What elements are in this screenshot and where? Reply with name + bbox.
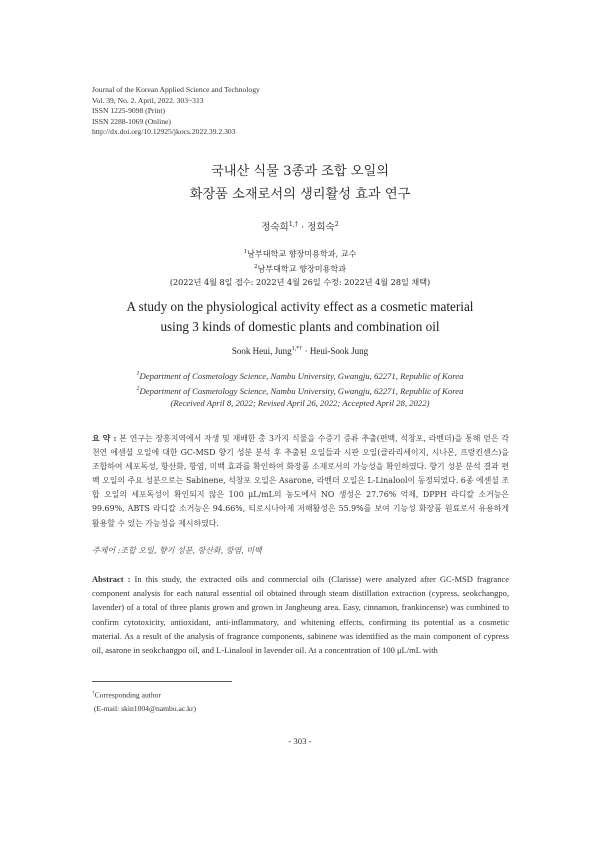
korean-title-line1: 국내산 식물 3종과 조합 오일의 <box>210 164 390 179</box>
korean-author1-sup: 1,† <box>288 219 299 228</box>
english-title-line2: using 3 kinds of domestic plants and combination oil <box>160 318 440 334</box>
issn-print: ISSN 1225-9098 (Print) <box>92 106 165 115</box>
english-abstract-label: Abstract : <box>92 574 131 584</box>
english-aff1-sup: 1 <box>136 371 140 377</box>
english-author2: Heui-Sook Jung <box>309 346 369 356</box>
english-title <box>0 297 600 336</box>
english-author1-sup: 1,*† <box>291 346 303 352</box>
english-aff1: Department of Cosmetology Science, Nambu University, Gwangju, 62271, Republic of Korea <box>139 370 464 381</box>
korean-author2-sup: 2 <box>334 219 339 228</box>
journal-name: Journal of the Korean Applied Science and Technology <box>92 85 260 94</box>
footnote-email: (E-mail: skin1004@nambu.ac.kr) <box>93 703 197 713</box>
korean-aff1: 남부대학교 향장미용학과, 교수 <box>247 248 357 259</box>
korean-authors <box>0 219 600 233</box>
doi-link[interactable]: http://dx.doi.org/10.12925/jkocs.2022.39.2.303 <box>92 127 236 136</box>
page-number: - 303 - <box>288 736 312 746</box>
english-dates: (Received April 8, 2022; Revised April 26, 2022; Accepted April 28, 2022) <box>170 398 430 409</box>
english-author1: Sook Heui, Jung <box>231 346 292 356</box>
korean-author-separator: · <box>298 222 308 233</box>
english-aff2: Department of Cosmetology Science, Nambu University, Gwangju, 62271, Republic of Korea <box>139 385 464 396</box>
english-abstract-text: In this study, the extracted oils and commercial oils (Clarisse) were analyzed after GC-MSD fragrance component analysis for each natural essential oil obtained through steam distillation extraction (cypress, seokchangpo, lavender) of a total of three plants grown and grown in Jangheung area. Easy, cinnamon, frankincense) was combined to confirm cytotoxicity, antioxidant, anti-inflammatory, and whitening effects, confirming its potential as a cosmetic material. As a result of the analysis of fragrance components, sabinene was identified as the main component of cypress oil, asarone in seokchangpo oil, and L-Linalool in lavender oil. At a concentration of 100 μL/mL with <box>92 574 509 656</box>
korean-author1: 정숙희 <box>261 222 289 233</box>
footnote-divider <box>92 681 232 682</box>
journal-volume: Vol. 39, No. 2. April, 2022. 303~313 <box>92 95 204 105</box>
korean-affiliations <box>0 246 600 289</box>
english-author-separator: · <box>302 346 310 356</box>
english-title-line1: A study on the physiological activity effect as a cosmetic material <box>126 299 474 314</box>
korean-title-line2: 화장품 소재로서의 생리활성 효과 연구 <box>189 187 411 202</box>
korean-keywords: 주제어 :조합 오일, 향기 성분, 항산화, 항염, 미백 <box>92 546 262 555</box>
english-aff2-sup: 2 <box>136 385 140 392</box>
footnote-corresponding: Corresponding author <box>94 690 162 700</box>
issn-online: ISSN 2288-1069 (Online) <box>92 116 171 126</box>
korean-abstract-label: 요 약 : <box>92 434 117 443</box>
english-affiliations <box>0 368 600 410</box>
korean-author2: 정희숙 <box>307 222 335 233</box>
korean-aff2: 남부대학교 향장미용학과 <box>257 263 347 274</box>
korean-title <box>0 160 600 206</box>
korean-abstract <box>92 432 509 531</box>
footnote <box>92 687 196 715</box>
korean-aff1-sup: 1 <box>243 249 248 255</box>
english-authors <box>0 346 600 356</box>
korean-abstract-text: 본 연구는 장흥지역에서 자생 및 재배한 총 3가지 식물을 수증기 증류 추출(편백, 석창포, 라벤더)을 통해 얻은 각 천연 에센셜 오일에 대한 GC-MSD 향기 성분 분석 후 추출된 오일들과 시판 오일(클라리세이지, 시나몬, 프랑킨센스)을 조합하여 세포독성, 항산화, 항염, 미백 효과를 확인하여 화장품 소재로서의 가능성을 확인하였다. 향기 성분 분석 결과 편백 오일의 주요 성분으로는 Sabinene, 석창포 오일은 Asarone, 라벤더 오일은 L-Linalool이 동정되었다. 6종 에센셜 조합 오일의 세포독성이 확인되지 않은 100 μL/mL의 농도에서 NO 생성은 27.76% 억제, DPPH 라디칼 소거능은 99.69%, ABTS 라디칼 소거능은 94.66%, 티로시나아제 저해활성은 55.9%를 보여 기능성 화장품 원료로서 유용하게 활용할 수 있는 가능성을 제시하였다. <box>92 434 509 528</box>
korean-aff2-sup: 2 <box>253 263 258 270</box>
journal-header <box>92 85 260 138</box>
korean-dates: (2022년 4월 8일 접수: 2022년 4월 26일 수정: 2022년 4월 28일 채택) <box>169 276 431 287</box>
english-abstract <box>92 572 509 657</box>
footnote-mark: † <box>92 690 95 696</box>
